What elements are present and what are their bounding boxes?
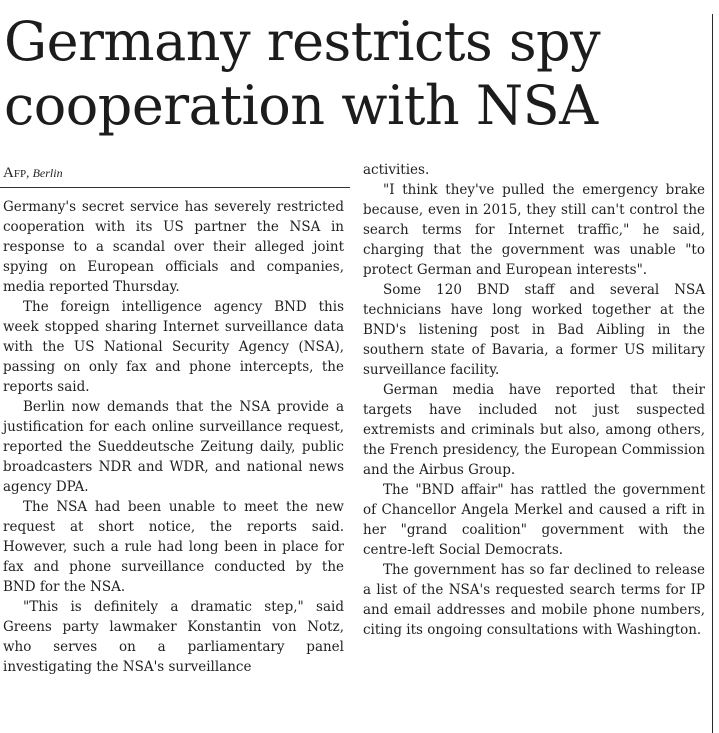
right-column — [363, 160, 705, 640]
paragraph: Berlin now demands that the NSA provide a justification for each online surveillance request, reported the Sueddeutsche Zeitung daily, public broadcasters NDR and WDR, and national news agency DPA. — [3, 399, 344, 495]
paragraph: "I think they've pulled the emergency brake because, even in 2015, they still can't control the search terms for Internet traffic," he said, charging that the government was unable "to protect German and European interests". — [363, 182, 705, 278]
byline-separator: , — [26, 165, 33, 180]
byline-divider — [0, 187, 350, 188]
paragraph: German media have reported that their targets have included not just suspected extremists and criminals but also, among others, the French presidency, the European Commission and the Airbus Group. — [363, 382, 705, 478]
byline — [3, 165, 63, 182]
paragraph: Some 120 BND staff and several NSA technicians have long worked together at the BND's listening post in Bad Aibling in the southern state of Bavaria, a former US military surveillance facility. — [363, 282, 705, 378]
paragraph: The foreign intelligence agency BND this week stopped sharing Internet surveillance data with the US National Security Agency (NSA), passing on only fax and phone intercepts, the reports said. — [3, 299, 344, 395]
byline-place: Berlin — [32, 166, 63, 180]
paragraph: "This is definitely a dramatic step," said Greens party lawmaker Konstantin von Notz, who serves on a parliamentary panel investigating the NSA's surveillance — [3, 599, 344, 675]
paragraph: The NSA had been unable to meet the new request at short notice, the reports said. However, such a rule had long been in place for fax and phone surveillance conducted by the BND for the NSA. — [3, 499, 344, 595]
left-column — [3, 197, 344, 677]
column-border-rule — [712, 14, 713, 733]
article-headline: Germany restricts spy cooperation with NSA — [4, 10, 601, 137]
paragraph: The government has so far declined to release a list of the NSA's requested search terms for IP and email addresses and mobile phone numbers, citing its ongoing consultations with Washington. — [363, 562, 705, 638]
byline-agency: Afp — [3, 165, 27, 181]
paragraph: The "BND affair" has rattled the government of Chancellor Angela Merkel and caused a rift in her "grand coalition" government with the centre-left Social Democrats. — [363, 482, 705, 558]
paragraph: activities. — [363, 162, 430, 178]
paragraph: Germany's secret service has severely restricted cooperation with its US partner the NSA in response to a scandal over their alleged joint spying on European officials and companies, media reported Thursday. — [3, 199, 344, 295]
